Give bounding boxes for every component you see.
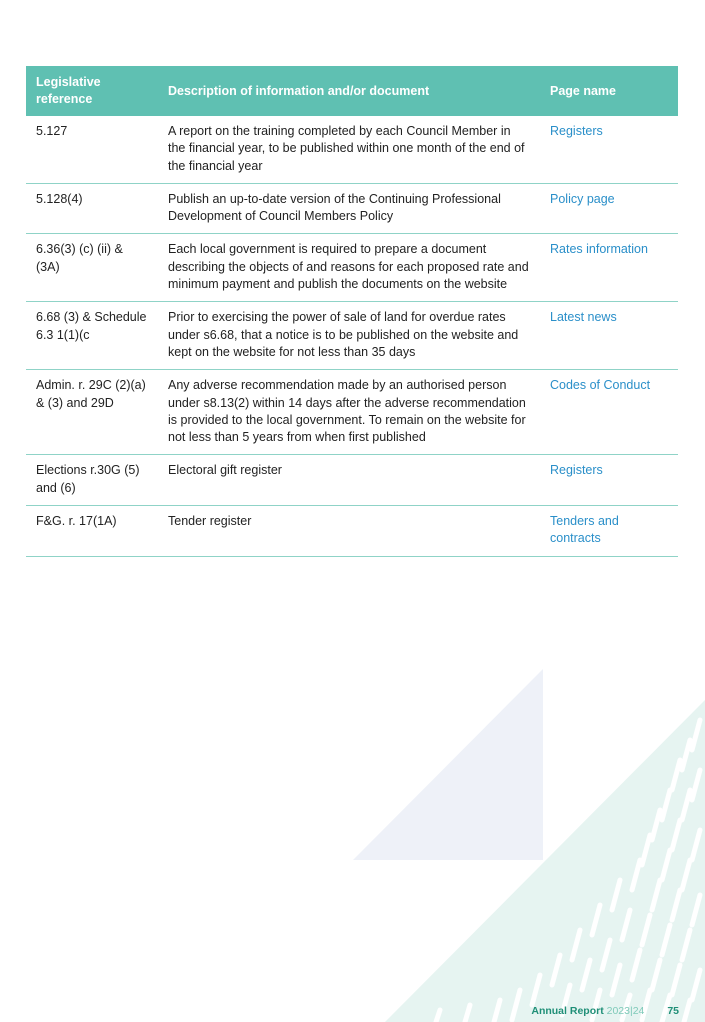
footer-report-title: Annual Report bbox=[531, 1005, 604, 1017]
description-cell: Electoral gift register bbox=[158, 455, 540, 506]
reference-cell: 5.127 bbox=[26, 116, 158, 183]
page-link-policy-page[interactable]: Policy page bbox=[540, 183, 678, 234]
description-cell: A report on the training completed by each Council Member in the financial year, to be published within one month of the end of the financial year bbox=[158, 116, 540, 183]
description-cell: Each local government is required to prepare a document describing the objects of and reasons for each proposed rate and minimum payment and publish the documents on the website bbox=[158, 234, 540, 302]
legislative-reference-table bbox=[26, 66, 678, 557]
table-row bbox=[26, 234, 678, 302]
description-cell: Any adverse recommendation made by an authorised person under s8.13(2) within 14 days after the adverse recommendation is provided to the local government. To remain on the website for not less than 5 years from when first published bbox=[158, 370, 540, 455]
table-row bbox=[26, 116, 678, 183]
footer-year: 2023|24 bbox=[606, 1005, 645, 1017]
description-cell: Prior to exercising the power of sale of land for overdue rates under s6.68, that a notice is to be published on the website and kept on the website for not less than 35 days bbox=[158, 302, 540, 370]
description-cell: Publish an up-to-date version of the Continuing Professional Development of Council Members Policy bbox=[158, 183, 540, 234]
page-link-registers[interactable]: Registers bbox=[540, 455, 678, 506]
page-link-tenders-and-contracts[interactable]: Tenders and contracts bbox=[540, 506, 678, 557]
header-legislative-reference: Legislative reference bbox=[26, 66, 158, 116]
table-row bbox=[26, 506, 678, 557]
header-page-name: Page name bbox=[540, 66, 678, 116]
table-row bbox=[26, 183, 678, 234]
reference-cell: 6.36(3) (c) (ii) & (3A) bbox=[26, 234, 158, 302]
page-footer bbox=[531, 1005, 679, 1017]
page-link-codes-of-conduct[interactable]: Codes of Conduct bbox=[540, 370, 678, 455]
table-row bbox=[26, 455, 678, 506]
description-cell: Tender register bbox=[158, 506, 540, 557]
page-number: 75 bbox=[667, 1005, 679, 1017]
reference-cell: Admin. r. 29C (2)(a) & (3) and 29D bbox=[26, 370, 158, 455]
reference-cell: Elections r.30G (5) and (6) bbox=[26, 455, 158, 506]
table-row bbox=[26, 370, 678, 455]
page-link-rates-information[interactable]: Rates information bbox=[540, 234, 678, 302]
table-header-row bbox=[26, 66, 678, 116]
reference-cell: 5.128(4) bbox=[26, 183, 158, 234]
header-description: Description of information and/or document bbox=[158, 66, 540, 116]
reference-cell: F&G. r. 17(1A) bbox=[26, 506, 158, 557]
table-row bbox=[26, 302, 678, 370]
page-link-registers[interactable]: Registers bbox=[540, 116, 678, 183]
page-link-latest-news[interactable]: Latest news bbox=[540, 302, 678, 370]
reference-cell: 6.68 (3) & Schedule 6.3 1(1)(c bbox=[26, 302, 158, 370]
